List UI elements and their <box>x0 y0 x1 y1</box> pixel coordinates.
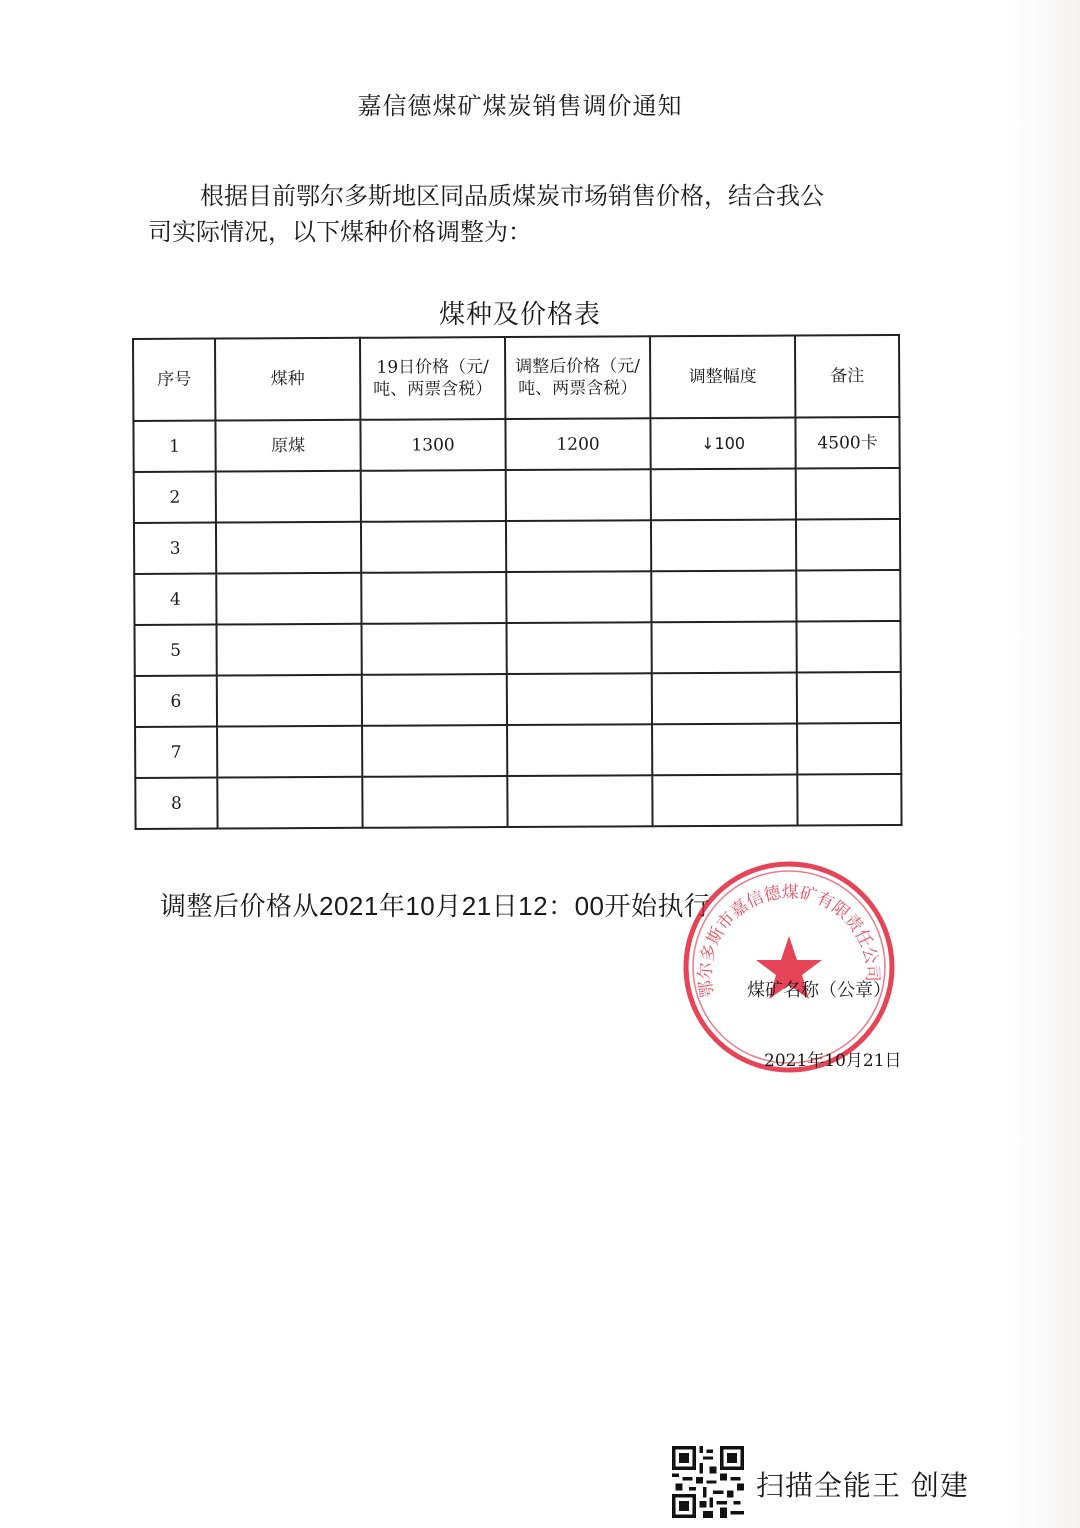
cell-no: 6 <box>135 676 217 727</box>
cell-no: 2 <box>134 472 216 523</box>
cell-price-adjusted <box>506 571 651 623</box>
svg-text:鄂尔多斯市嘉信德煤矿有限责任公司: 鄂尔多斯市嘉信德煤矿有限责任公司 <box>695 882 883 999</box>
cell-price-adjusted <box>507 673 652 725</box>
cell-price-19 <box>362 776 507 828</box>
cell-change: ↓100 <box>650 418 795 470</box>
header-change: 调整幅度 <box>650 336 795 419</box>
table-row <box>134 468 900 523</box>
price-table <box>132 334 903 830</box>
cell-no: 3 <box>134 523 216 574</box>
cell-coal-type <box>216 573 361 625</box>
scanner-watermark-label: 扫描全能王 创建 <box>756 1469 969 1502</box>
cell-price-19: 1300 <box>360 419 505 471</box>
table-row <box>135 672 901 727</box>
cell-coal-type <box>216 471 361 523</box>
cell-coal-type <box>216 522 361 574</box>
cell-price-19 <box>361 623 506 675</box>
cell-change <box>652 724 797 776</box>
cell-coal-type: 原煤 <box>215 420 360 472</box>
cell-change <box>651 571 796 623</box>
table-header-row <box>133 335 899 421</box>
cell-price-adjusted: 1200 <box>505 418 650 470</box>
cell-no: 5 <box>135 625 217 676</box>
cell-remark <box>797 672 901 724</box>
intro-paragraph-line-1: 根据目前鄂尔多斯地区同品质煤炭市场销售价格，结合我公 <box>200 182 824 210</box>
intro-paragraph-line-2: 司实际情况，以下煤种价格调整为： <box>148 218 532 246</box>
table-row <box>134 570 900 625</box>
cell-remark <box>796 621 900 673</box>
qr-code-icon <box>672 1446 744 1518</box>
table-row <box>135 621 901 676</box>
cell-coal-type <box>217 726 362 778</box>
cell-price-adjusted <box>507 775 652 827</box>
company-seal-stamp <box>680 858 898 1076</box>
table-row <box>134 519 900 574</box>
cell-no: 4 <box>134 574 216 625</box>
cell-change <box>651 469 796 521</box>
cell-no: 1 <box>133 421 215 472</box>
cell-coal-type <box>217 624 362 676</box>
cell-change <box>652 673 797 725</box>
cell-price-adjusted <box>506 520 651 572</box>
cell-price-adjusted <box>506 622 651 674</box>
cell-price-adjusted <box>507 724 652 776</box>
document-title: 嘉信德煤矿煤炭销售调价通知 <box>357 92 683 120</box>
cell-change <box>651 520 796 572</box>
cell-remark: 4500卡 <box>795 417 899 469</box>
table-row <box>135 774 901 829</box>
header-price-adjusted: 调整后价格（元/吨、两票含税） <box>505 336 650 419</box>
cell-price-19 <box>361 470 506 522</box>
cell-price-19 <box>362 725 507 777</box>
cell-remark <box>796 570 900 622</box>
cell-remark <box>796 468 900 520</box>
cell-no: 7 <box>135 727 217 778</box>
cell-remark <box>797 723 901 775</box>
cell-change <box>651 622 796 674</box>
table-row <box>133 417 899 472</box>
cell-coal-type <box>217 675 362 727</box>
cell-remark <box>796 519 900 571</box>
signature-date: 2021年10月21日 <box>764 1051 902 1071</box>
header-coal-type: 煤种 <box>215 338 360 421</box>
cell-remark <box>797 774 901 826</box>
cell-price-19 <box>361 521 506 573</box>
page-edge-shadow <box>1010 0 1080 1528</box>
header-remark: 备注 <box>795 335 899 418</box>
effective-time-note: 调整后价格从2021年10月21日12：00开始执行 <box>160 891 711 921</box>
header-no: 序号 <box>133 339 215 421</box>
mine-name-label: 煤矿名称（公章） <box>747 980 891 1001</box>
table-title: 煤种及价格表 <box>438 300 601 330</box>
cell-price-adjusted <box>506 469 651 521</box>
cell-price-19 <box>362 674 507 726</box>
header-price-19: 19日价格（元/吨、两票含税） <box>360 337 505 420</box>
cell-coal-type <box>217 777 362 829</box>
table-row <box>135 723 901 778</box>
cell-change <box>652 775 797 827</box>
cell-price-19 <box>361 572 506 624</box>
cell-no: 8 <box>135 778 217 829</box>
